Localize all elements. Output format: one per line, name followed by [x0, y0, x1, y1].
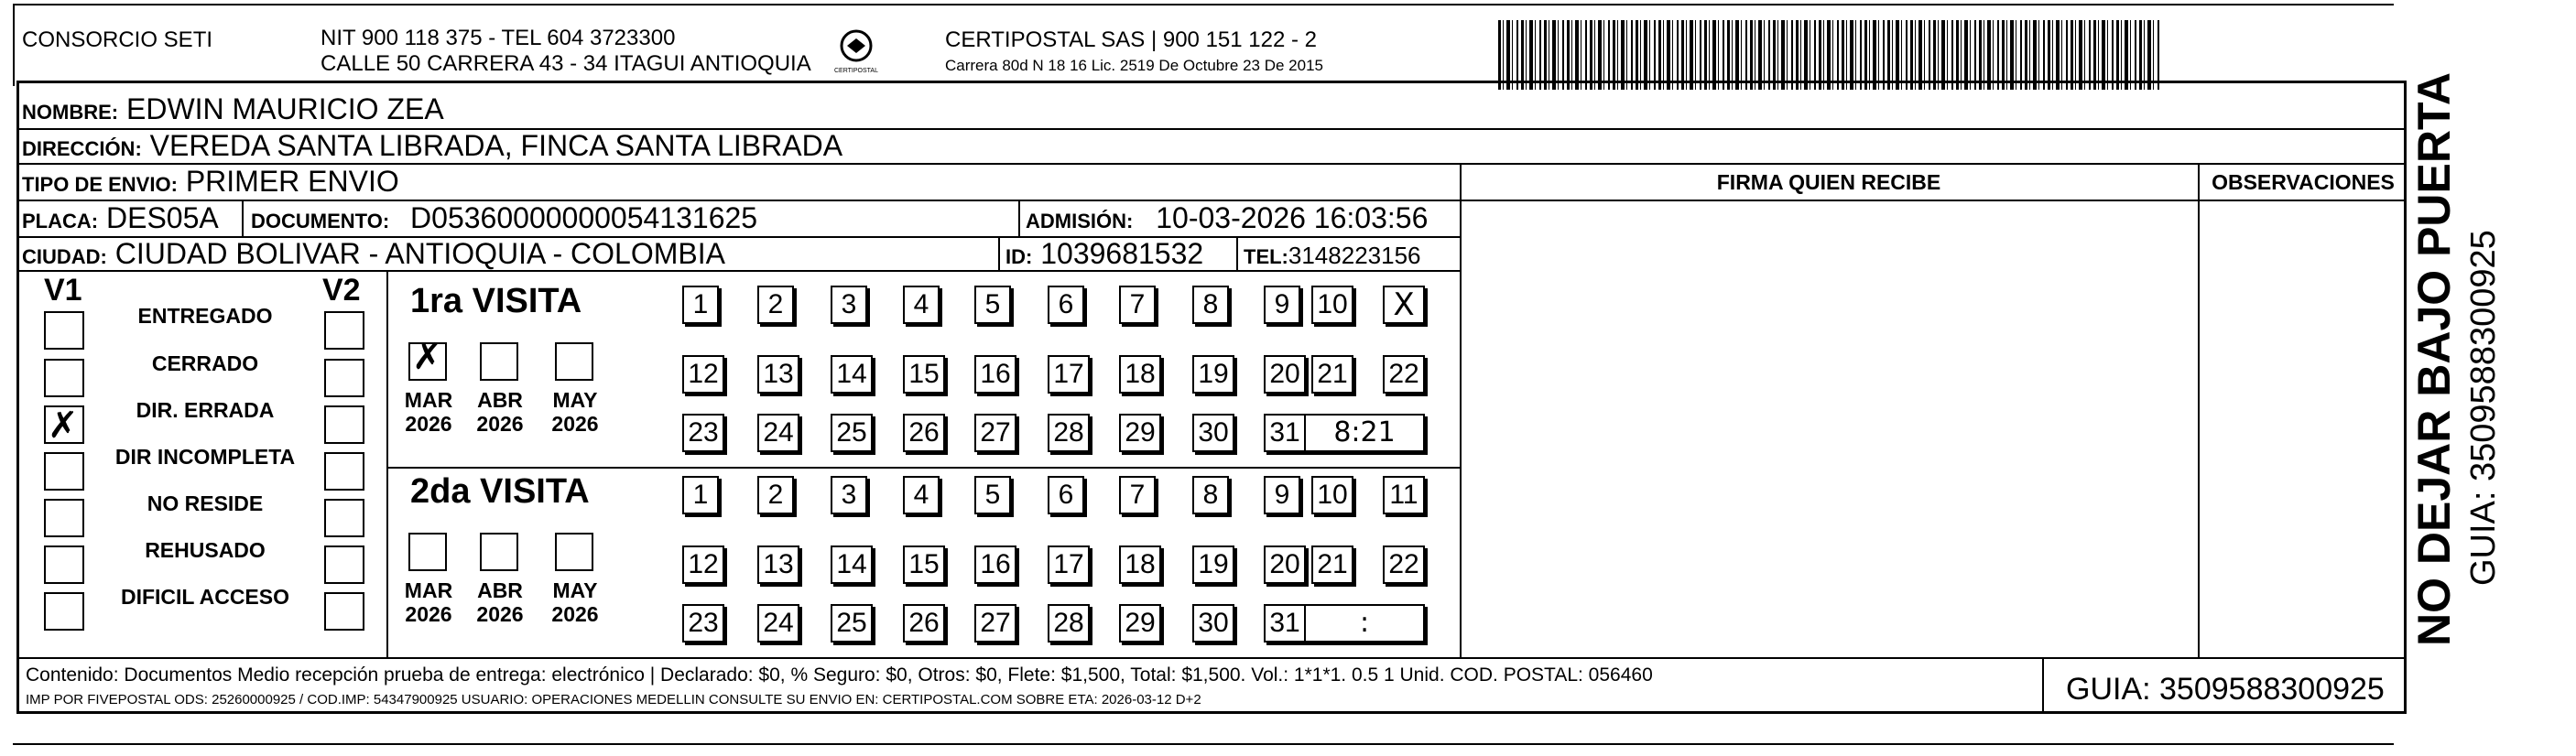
month-year: 2026	[476, 412, 524, 436]
plate-label: PLACA:	[22, 210, 99, 232]
day-box[interactable]: 2	[757, 286, 794, 324]
type-field	[22, 165, 399, 201]
admission-value: 10-03-2026 16:03:56	[1156, 201, 1429, 234]
logo-text: CERTIPOSTAL	[834, 68, 878, 74]
visit-divider	[386, 467, 1460, 469]
tel-field	[1244, 239, 1421, 274]
id-label: ID:	[1005, 245, 1033, 268]
admission-label: ADMISIÓN:	[1026, 210, 1134, 232]
content-line: Contenido: Documentos Medio recepción prueba de entrega: electrónico | Declarado: $0, % Seguro: $0, Otros: $0, Flete: $1,500, Total: $1,500. Vol.: 1*1*1. 0.5 1 Unid. COD. POSTAL: 056460	[26, 664, 1653, 686]
v2-checkbox[interactable]	[324, 499, 364, 537]
document-field	[251, 201, 757, 238]
month-name: MAR	[404, 578, 453, 602]
day-box[interactable]: 23	[682, 604, 724, 643]
month-name: ABR	[477, 578, 523, 602]
day-box[interactable]: 5	[974, 476, 1011, 514]
day-box[interactable]: 13	[757, 355, 799, 394]
day-box[interactable]: 29	[1119, 604, 1161, 643]
carrier-line1: CERTIPOSTAL SAS | 900 151 122 - 2	[945, 27, 1317, 52]
logo-mark-icon	[838, 29, 875, 62]
side-guia: GUIA: 3509588300925	[2464, 230, 2503, 586]
day-box[interactable]: 2	[757, 476, 794, 514]
carrier-line2: Carrera 80d N 18 16 Lic. 2519 De Octubre 23 De 2015	[945, 57, 1323, 74]
no-dejar-warning: NO DEJAR BAJO PUERTA	[2408, 72, 2460, 646]
day-box[interactable]: 21	[1311, 355, 1353, 394]
day-box[interactable]: 20	[1264, 545, 1306, 584]
city-label: CIUDAD:	[22, 245, 107, 268]
day-box[interactable]: 22	[1383, 355, 1425, 394]
day-box[interactable]: 25	[831, 414, 873, 452]
company-name: CONSORCIO SETI	[22, 27, 213, 52]
day-box[interactable]: 12	[682, 545, 724, 584]
day-box[interactable]: 23	[682, 414, 724, 452]
month-name: ABR	[477, 388, 523, 412]
month-year: 2026	[551, 412, 599, 436]
day-box[interactable]: 1	[682, 286, 719, 324]
status-label: NO RESIDE	[147, 491, 264, 515]
col-line	[1236, 236, 1238, 270]
v1-checkbox[interactable]	[44, 311, 84, 350]
day-box[interactable]: 31	[1264, 414, 1306, 452]
v1-checkbox[interactable]	[44, 545, 84, 584]
day-box[interactable]: 1	[682, 476, 719, 514]
v2-checkbox[interactable]	[324, 359, 364, 397]
status-label: ENTREGADO	[137, 304, 273, 328]
day-box[interactable]: 18	[1119, 545, 1161, 584]
address-value: VEREDA SANTA LIBRADA, FINCA SANTA LIBRADA	[149, 129, 843, 162]
day-box[interactable]: 7	[1119, 476, 1156, 514]
day-box[interactable]: 16	[974, 355, 1016, 394]
top-rule	[13, 4, 2394, 5]
x-mark-icon: X	[1393, 286, 1415, 323]
day-box[interactable]: 3	[831, 476, 867, 514]
day-box[interactable]: 24	[757, 414, 799, 452]
status-label: REHUSADO	[145, 538, 266, 562]
bottom-rule	[13, 743, 2394, 745]
id-field	[1005, 237, 1203, 274]
day-box[interactable]: 14	[831, 545, 873, 584]
month-year: 2026	[551, 602, 599, 626]
visit1-title: 1ra VISITA	[410, 282, 582, 320]
month-checkbox[interactable]	[555, 342, 593, 381]
imp-line: IMP POR FIVEPOSTAL ODS: 25260000925 / COD.IMP: 54347900925 USUARIO: OPERACIONES MEDELLIN CONSULTE SU ENVIO EN: CERTIPOSTAL.COM SOBRE ETA: 2026-03-12 D+2	[26, 692, 1201, 707]
day-box[interactable]: 15	[903, 355, 945, 394]
col-line	[386, 270, 388, 657]
type-value: PRIMER ENVIO	[185, 165, 399, 198]
day-box[interactable]: 14	[831, 355, 873, 394]
city-value: CIUDAD BOLIVAR - ANTIOQUIA - COLOMBIA	[114, 237, 725, 270]
certipostal-logo	[824, 29, 888, 84]
day-box[interactable]: 26	[903, 604, 945, 643]
day-box[interactable]: 27	[974, 604, 1016, 643]
observations-header: OBSERVACIONES	[2212, 170, 2395, 194]
name-field	[22, 92, 444, 129]
x-mark-icon: ✗	[412, 336, 443, 378]
left-top-tick	[13, 4, 15, 86]
name-label: NOMBRE:	[22, 101, 119, 124]
visit2-title: 2da VISITA	[410, 472, 590, 511]
month-name: MAR	[404, 388, 453, 412]
v2-checkbox[interactable]	[324, 452, 364, 491]
day-box[interactable]: 10	[1311, 476, 1353, 514]
plate-value: DES05A	[106, 201, 219, 234]
address-line: CALLE 50 CARRERA 43 - 34 ITAGUI ANTIOQUIA	[321, 51, 811, 76]
day-box[interactable]: 17	[1048, 355, 1090, 394]
status-label: DIR. ERRADA	[136, 398, 275, 422]
month-name: MAY	[552, 388, 598, 412]
v2-checkbox[interactable]	[324, 545, 364, 584]
day-box[interactable]: 18	[1119, 355, 1161, 394]
tel-value: 3148223156	[1288, 242, 1421, 269]
day-box[interactable]: 26	[903, 414, 945, 452]
day-box[interactable]: 24	[757, 604, 799, 643]
nit-line: NIT 900 118 375 - TEL 604 3723300	[321, 26, 676, 50]
day-box[interactable]: 9	[1264, 286, 1300, 324]
footer-guia: GUIA: 3509588300925	[2066, 672, 2385, 707]
status-label: DIFICIL ACCESO	[120, 585, 289, 609]
day-box[interactable]: 27	[974, 414, 1016, 452]
month-label	[399, 388, 458, 436]
day-box[interactable]: 19	[1192, 355, 1234, 394]
document-label: DOCUMENTO:	[251, 210, 390, 232]
day-box[interactable]: 3	[831, 286, 867, 324]
col-line	[2042, 657, 2044, 714]
month-checkbox[interactable]	[480, 342, 518, 381]
tel-label: TEL:	[1244, 245, 1288, 268]
time-box[interactable]: :	[1304, 604, 1425, 643]
month-name: MAY	[552, 578, 598, 602]
day-box[interactable]: 30	[1192, 414, 1234, 452]
day-box[interactable]: 28	[1048, 604, 1090, 643]
address-field	[22, 129, 842, 166]
day-box[interactable]: 19	[1192, 545, 1234, 584]
day-box[interactable]: 16	[974, 545, 1016, 584]
day-box[interactable]: 8	[1192, 476, 1229, 514]
month-label	[471, 388, 529, 436]
day-box[interactable]: 13	[757, 545, 799, 584]
v1-checkbox[interactable]	[44, 359, 84, 397]
plate-field	[22, 201, 219, 238]
month-checkbox[interactable]	[408, 533, 447, 571]
day-box[interactable]: 4	[903, 476, 940, 514]
v2-checkbox[interactable]	[324, 592, 364, 631]
day-box[interactable]: 8	[1192, 286, 1229, 324]
day-box[interactable]: 20	[1264, 355, 1306, 394]
day-box[interactable]: 29	[1119, 414, 1161, 452]
day-box[interactable]: 17	[1048, 545, 1090, 584]
day-box[interactable]: 30	[1192, 604, 1234, 643]
address-label: DIRECCIÓN:	[22, 137, 142, 160]
footer-line	[16, 657, 2407, 659]
month-label	[471, 578, 529, 626]
v1-checkbox[interactable]	[44, 592, 84, 631]
month-label	[546, 578, 604, 626]
col-line	[998, 236, 1000, 270]
v1-checkbox[interactable]	[44, 452, 84, 491]
time-box[interactable]: 8:21	[1304, 414, 1425, 452]
day-box[interactable]: 12	[682, 355, 724, 394]
day-box[interactable]: 31	[1264, 604, 1306, 643]
day-box[interactable]: 21	[1311, 545, 1353, 584]
status-label: CERRADO	[151, 351, 259, 375]
col-line	[1018, 200, 1020, 236]
v2-checkbox[interactable]	[324, 311, 364, 350]
v1-label: V1	[44, 273, 82, 308]
name-value: EDWIN MAURICIO ZEA	[126, 92, 444, 125]
v1-checkbox[interactable]	[44, 405, 84, 447]
status-label: DIR INCOMPLETA	[114, 445, 296, 469]
month-year: 2026	[476, 602, 524, 626]
month-label	[546, 388, 604, 436]
day-box[interactable]: 4	[903, 286, 940, 324]
admission-field	[1026, 201, 1428, 238]
month-year: 2026	[405, 412, 452, 436]
month-checkbox[interactable]	[480, 533, 518, 571]
v2-checkbox[interactable]	[324, 405, 364, 444]
col-line	[1460, 163, 1462, 657]
day-box[interactable]: 22	[1383, 545, 1425, 584]
day-box[interactable]: 5	[974, 286, 1011, 324]
v1-checkbox[interactable]	[44, 499, 84, 537]
day-box[interactable]: 25	[831, 604, 873, 643]
day-box[interactable]: 6	[1048, 286, 1084, 324]
day-box[interactable]: 15	[903, 545, 945, 584]
id-value: 1039681532	[1040, 237, 1204, 270]
month-checkbox[interactable]	[555, 533, 593, 571]
x-mark-icon: ✗	[48, 405, 79, 447]
v2-label: V2	[322, 273, 361, 308]
day-box[interactable]: 7	[1119, 286, 1156, 324]
day-box[interactable]: 28	[1048, 414, 1090, 452]
signature-header: FIRMA QUIEN RECIBE	[1716, 170, 1941, 194]
type-label: TIPO DE ENVIO:	[22, 173, 178, 196]
day-box[interactable]: 6	[1048, 476, 1084, 514]
row-line	[1460, 200, 2407, 201]
document-value: D05360000000054131625	[410, 201, 758, 234]
col-line	[242, 200, 244, 236]
month-label	[399, 578, 458, 626]
day-box-11[interactable]	[1383, 286, 1425, 324]
barcode	[1498, 20, 2159, 90]
month-year: 2026	[405, 602, 452, 626]
city-field	[22, 237, 725, 274]
day-box[interactable]: 11	[1383, 476, 1425, 514]
month-checkbox[interactable]	[408, 336, 447, 381]
day-box[interactable]: 9	[1264, 476, 1300, 514]
day-box[interactable]: 10	[1311, 286, 1353, 324]
col-line	[2198, 163, 2200, 657]
